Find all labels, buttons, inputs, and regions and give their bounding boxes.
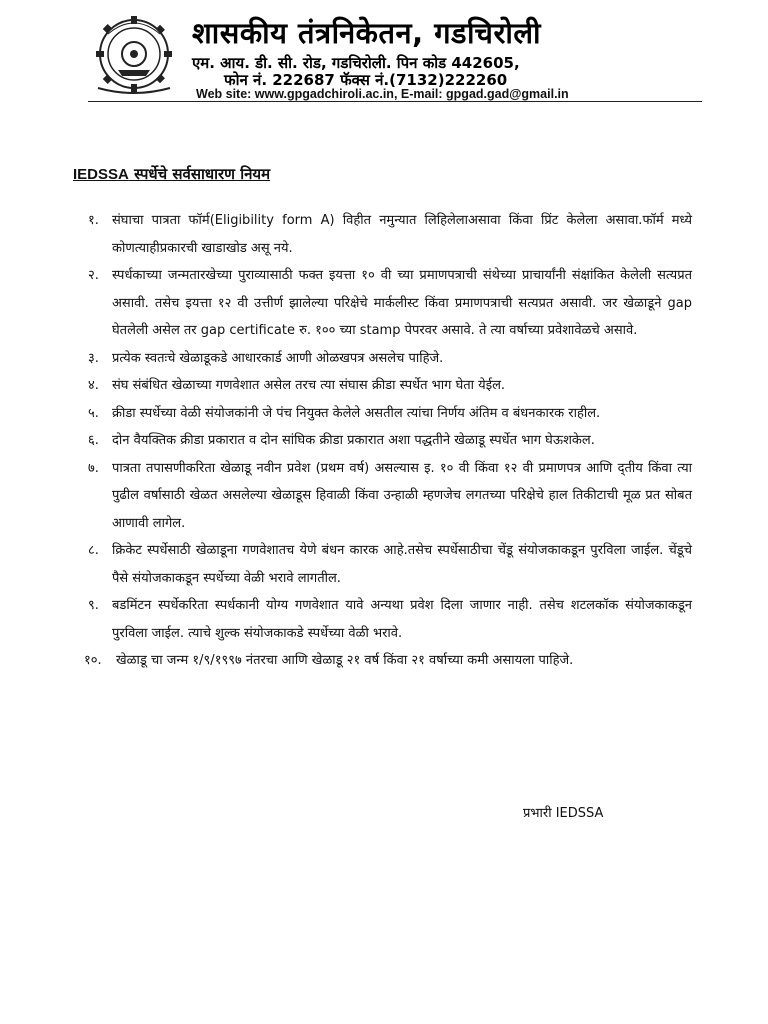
list-item [88,400,692,428]
title-acronym: IEDSSA [73,166,129,183]
letterhead [88,14,704,102]
phone-fax-line: फोन नं. 222687 फॅक्स नं.(7132)222260 [224,71,508,89]
list-item [88,427,692,455]
document-title [73,163,270,186]
item-text: स्पर्धकाच्या जन्मतारखेच्या पुराव्यासाठी फक्त इयत्ता १० वी च्या प्रमाणपत्राची संथेच्या प्राचार्यांनी संक्षांकित केलेली सत्यप्रत असावी. तसेच इयत्ता १२ वी उत्तीर्ण झालेल्या परिक्षेचे मार्कलीस्ट किंवा प्रमाणपत्राची सत्यप्रत असावी. जर खेळाडूने gap घेतलेली असेल तर gap certificate रु. १०० च्या stamp पेपरवर असावे. ते त्या वर्षाच्या प्रवेशावेळचे असावे. [112,268,692,338]
institute-emblem-icon [88,14,180,96]
item-number: ५. [88,405,99,421]
item-text: बडमिंटन स्पर्धेकरिता स्पर्धकानी योग्य गणवेशात यावे अन्यथा प्रवेश दिला जाणार नाही. तसेच शटलकॉक संयोजकाकडून पुरविला जाईल. त्याचे शुल्क संयोजकाकडे स्पर्धेच्या वेळी भरावे. [112,598,692,641]
item-number: ६. [88,433,99,448]
address-line: एम. आय. डी. सी. रोड, गडचिरोली. पिन कोड 442605, [192,54,520,72]
item-text: प्रत्येक स्वतःचे खेळाडूकडे आधारकार्ड आणी ओळखपत्र असलेच पाहिजे. [112,350,444,366]
item-number: २. [88,268,99,283]
item-number: ८. [88,543,99,558]
item-number: १०. [84,653,102,668]
header-divider [88,101,702,102]
rules-list [84,207,692,675]
item-number: ९. [88,598,99,613]
item-text: संघाचा पात्रता फॉर्म(Eligibility form A) विहीत नमुन्यात लिहिलेलाअसावा किंवा प्रिंट केलेला असावा.फॉर्म मध्ये कोणत्याहीप्रकारची खाडाखोड असू नये. [112,213,692,256]
item-number: ४. [88,378,99,393]
institution-name: शासकीय तंत्रनिकेतन, गडचिरोली [192,16,542,50]
list-item [88,455,692,538]
item-number: ३. [88,350,99,366]
item-text: क्रिकेट स्पर्धेसाठी खेळाडूना गणवेशातच येणे बंधन कारक आहे.तसेच स्पर्धेसाठीचा चेंडू संयोजकाकडून पुरविला जाईल. चेंडूचे पैसे संयोजकाकडून स्पर्धेच्या वेळी भरावे लागतील. [112,543,692,586]
item-text: पात्रता तपासणीकरिता खेळाडू नवीन प्रवेश (प्रथम वर्ष) असल्यास इ. १० वी किंवा १२ वी प्रमाणपत्र आणि द्तीय किंवा त्या पुढील वर्षासाठी खेळत असलेल्या खेळाडूस हिवाळी किंवा उन्हाळी म्हणजेच लगतच्या परिक्षेचे हाल तिकीटाची मूळ प्रत सोबत आणावी लागेल. [112,460,692,531]
list-item [88,345,692,373]
item-text: क्रीडा स्पर्धेच्या वेळी संयोजकांनी जे पंच नियुक्त केलेले असतील त्यांचा निर्णय अंतिम व बंधनकारक राहील. [112,405,601,421]
list-item [88,262,692,345]
list-item [84,647,692,675]
list-item [88,207,692,262]
item-number: ७. [88,460,99,476]
list-item [88,592,692,647]
title-text: स्पर्धेचे सर्वसाधारण नियम [128,165,271,183]
list-item [88,372,692,400]
list-item [88,537,692,592]
item-text: संघ संबंधित खेळाच्या गणवेशात असेल तरच त्या संघास क्रीडा स्पर्धेत भाग घेता येईल. [112,378,506,393]
item-text: खेळाडू चा जन्म १/९/१९९७ नंतरचा आणि खेळाडू २१ वर्ष किंवा २१ वर्षाच्या कमी असायला पाहिजे. [116,653,574,668]
item-number: १. [88,213,99,228]
website-email-line: Web site: www.gpgadchiroli.ac.in, E-mail: gpgad.gad@gmail.in [196,87,569,101]
item-text: दोन वैयक्तिक क्रीडा प्रकारात व दोन सांघिक क्रीडा प्रकारात अशा पद्धतीने खेळाडू स्पर्धेत भाग घेऊशकेल. [112,433,595,448]
signature-line: प्रभारी IEDSSA [523,806,604,821]
